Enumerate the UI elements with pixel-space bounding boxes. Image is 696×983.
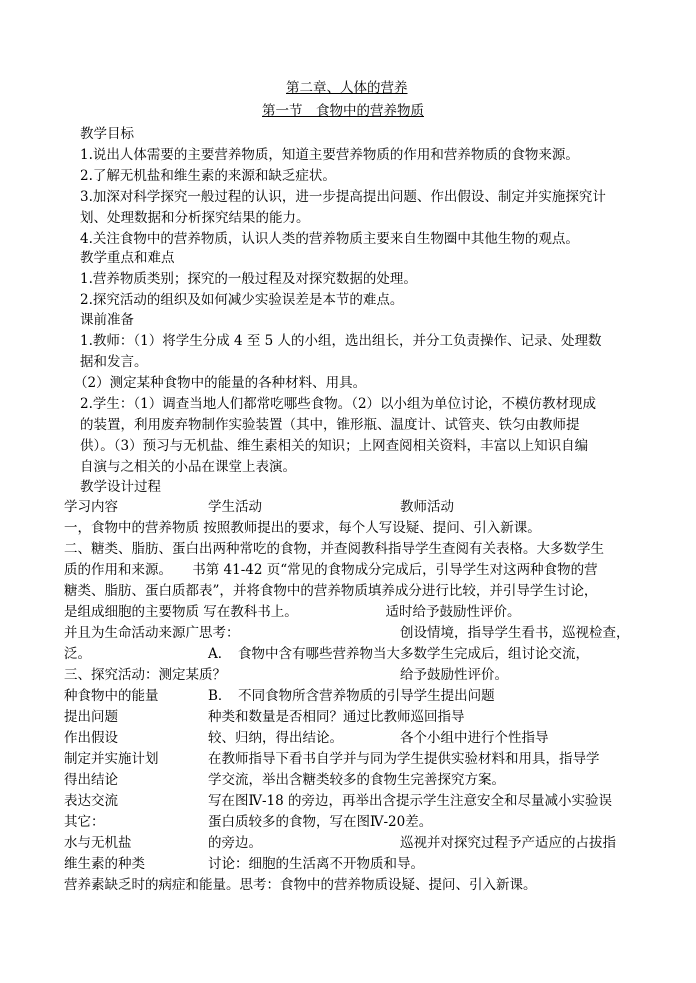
body-row: 是组成细胞的主要物质 写在教科书上。 适时给予鼓励性评价。 [64,604,521,620]
grid-cell-content: 表达交流 [64,793,118,809]
body-row: 质的作用和来源。 书第 41-42 页“常见的食物成分完成后，引导学生对这两种食物的营 [64,562,598,578]
grid-cell-content: 泛。 [64,646,91,662]
grid-cell-content: 水与无机盐 [64,835,132,851]
grid-cell-teacher: 给予鼓励性评价。 [400,667,508,683]
goal-3-cont: 划、处理数据和分析探究结果的能力。 [80,210,310,226]
prep-student: 2.学生：（1）调查当地人们都常吃哪些食物。（2）以小组为单位讨论，不模仿教材现成 [80,396,597,412]
grid-cell-student: 讨论：细胞的生活离不开物质和导。 [208,856,424,872]
grid-cell-student: 较、归纳，得出结论。 [208,730,343,746]
grid-cell-content: 种食物中的能量 [64,688,159,704]
grid-cell-student: 种类和数量是否相同？通过比教师巡回指导 [208,709,465,725]
grid-cell-student: 蛋白质较多的食物，写在图Ⅳ-20差。 [208,814,433,830]
grid-cell-content: 三、探究活动：测定某质？ [64,667,226,683]
grid-cell-student: 在教师指导下看书自学并与同为学生提供实验材料和用具，指导学 [208,751,600,767]
grid-cell-content: 制定并实施计划 [64,751,159,767]
grid-cell-student: 的旁边。 [208,835,262,851]
goal-1: 1.说出人体需要的主要营养物质，知道主要营养物质的作用和营养物质的食物来源。 [80,147,579,163]
goal-4: 4.关注食物中的营养物质，认识人类的营养物质主要来自生物圈中其他生物的观点。 [80,231,579,247]
chapter-title: 第二章、人体的营养 [286,80,408,96]
grid-cell-content: 维生素的种类 [64,856,145,872]
key-point-1: 1.营养物质类别；探究的一般过程及对探究数据的处理。 [80,271,417,287]
prep-student-cont-3: 自演与之相关的小品在课堂上表演。 [80,459,296,475]
grid-cell-student: B． 不同食物所含营养物质的引导学生提出问题 [208,688,495,704]
col-header-content: 学习内容 [64,499,118,515]
body-row: 一，食物中的营养物质 按照教师提出的要求，每个人写设疑、提问、引入新课。 [64,520,541,536]
col-header-teacher: 教师活动 [400,499,454,515]
grid-cell-student: 学交流，举出含糖类较多的食物生完善探究方案。 [208,772,505,788]
grid-cell-student: A． 食物中含有哪些营养物当大多数学生完成后，组讨论交流， [208,646,589,662]
prep-teacher-2: （2）测定某种食物中的能量的各种材料、用具。 [74,375,367,391]
grid-cell-content: 其它： [64,814,105,830]
goal-2: 2.了解无机盐和维生素的来源和缺乏症状。 [80,168,336,184]
grid-cell-teacher: 创设情境，指导学生看书，巡视检查， [400,625,630,641]
heading-design-process: 教学设计过程 [80,479,161,495]
grid-cell-teacher: 各个小组中进行个性指导 [400,730,549,746]
grid-cell-content: 得出结论 [64,772,118,788]
heading-teaching-goals: 教学目标 [80,126,134,142]
prep-student-cont-2: 供）。（3）预习与无机盐、维生素相关的知识；上网查阅相关资料，丰富以上知识自编 [80,438,589,454]
grid-cell-student: 写在图Ⅳ-18 的旁边，再举出含提示学生注意安全和尽量减小实验误 [208,793,613,809]
grid-cell-content: 作出假设 [64,730,118,746]
grid-cell-content: 提出问题 [64,709,118,725]
heading-preparation: 课前准备 [80,312,134,328]
key-point-2: 2.探究活动的组织及如何减少实验误差是本节的难点。 [80,292,404,308]
heading-key-points: 教学重点和难点 [80,250,175,266]
grid-cell-teacher: 巡视并对探究过程予产适应的占拔指 [400,835,616,851]
grid-cell-content: 并且为生命活动来源广思考： [64,625,240,641]
body-row: 糖类、脂肪、蛋白质都表”，并将食物中的营养物质填养成分进行比较，并引导学生讨论， [64,583,598,599]
section-title: 第一节 食物中的营养物质 [262,103,424,119]
prep-teacher: 1.教师：（1）将学生分成 4 至 5 人的小组，选出组长，并分工负责操作、记录、处理数 [80,333,602,349]
last-line: 营养素缺乏时的病症和能量。思考：食物中的营养物质设疑、提问、引入新课。 [64,877,537,893]
prep-teacher-cont: 据和发言。 [80,354,148,370]
prep-student-cont-1: 的装置，利用废弃物制作实验装置（其中，锥形瓶、温度计、试管夹、铁匀由教师提 [80,417,580,433]
col-header-student: 学生活动 [208,499,262,515]
goal-3: 3.加深对科学探究一般过程的认识，进一步提高提出问题、作出假设、制定并实施探究计 [80,189,606,205]
body-row: 二、糖类、脂肪、蛋白出两种常吃的食物，并查阅教科指导学生查阅有关表格。大多数学生 [64,541,604,557]
